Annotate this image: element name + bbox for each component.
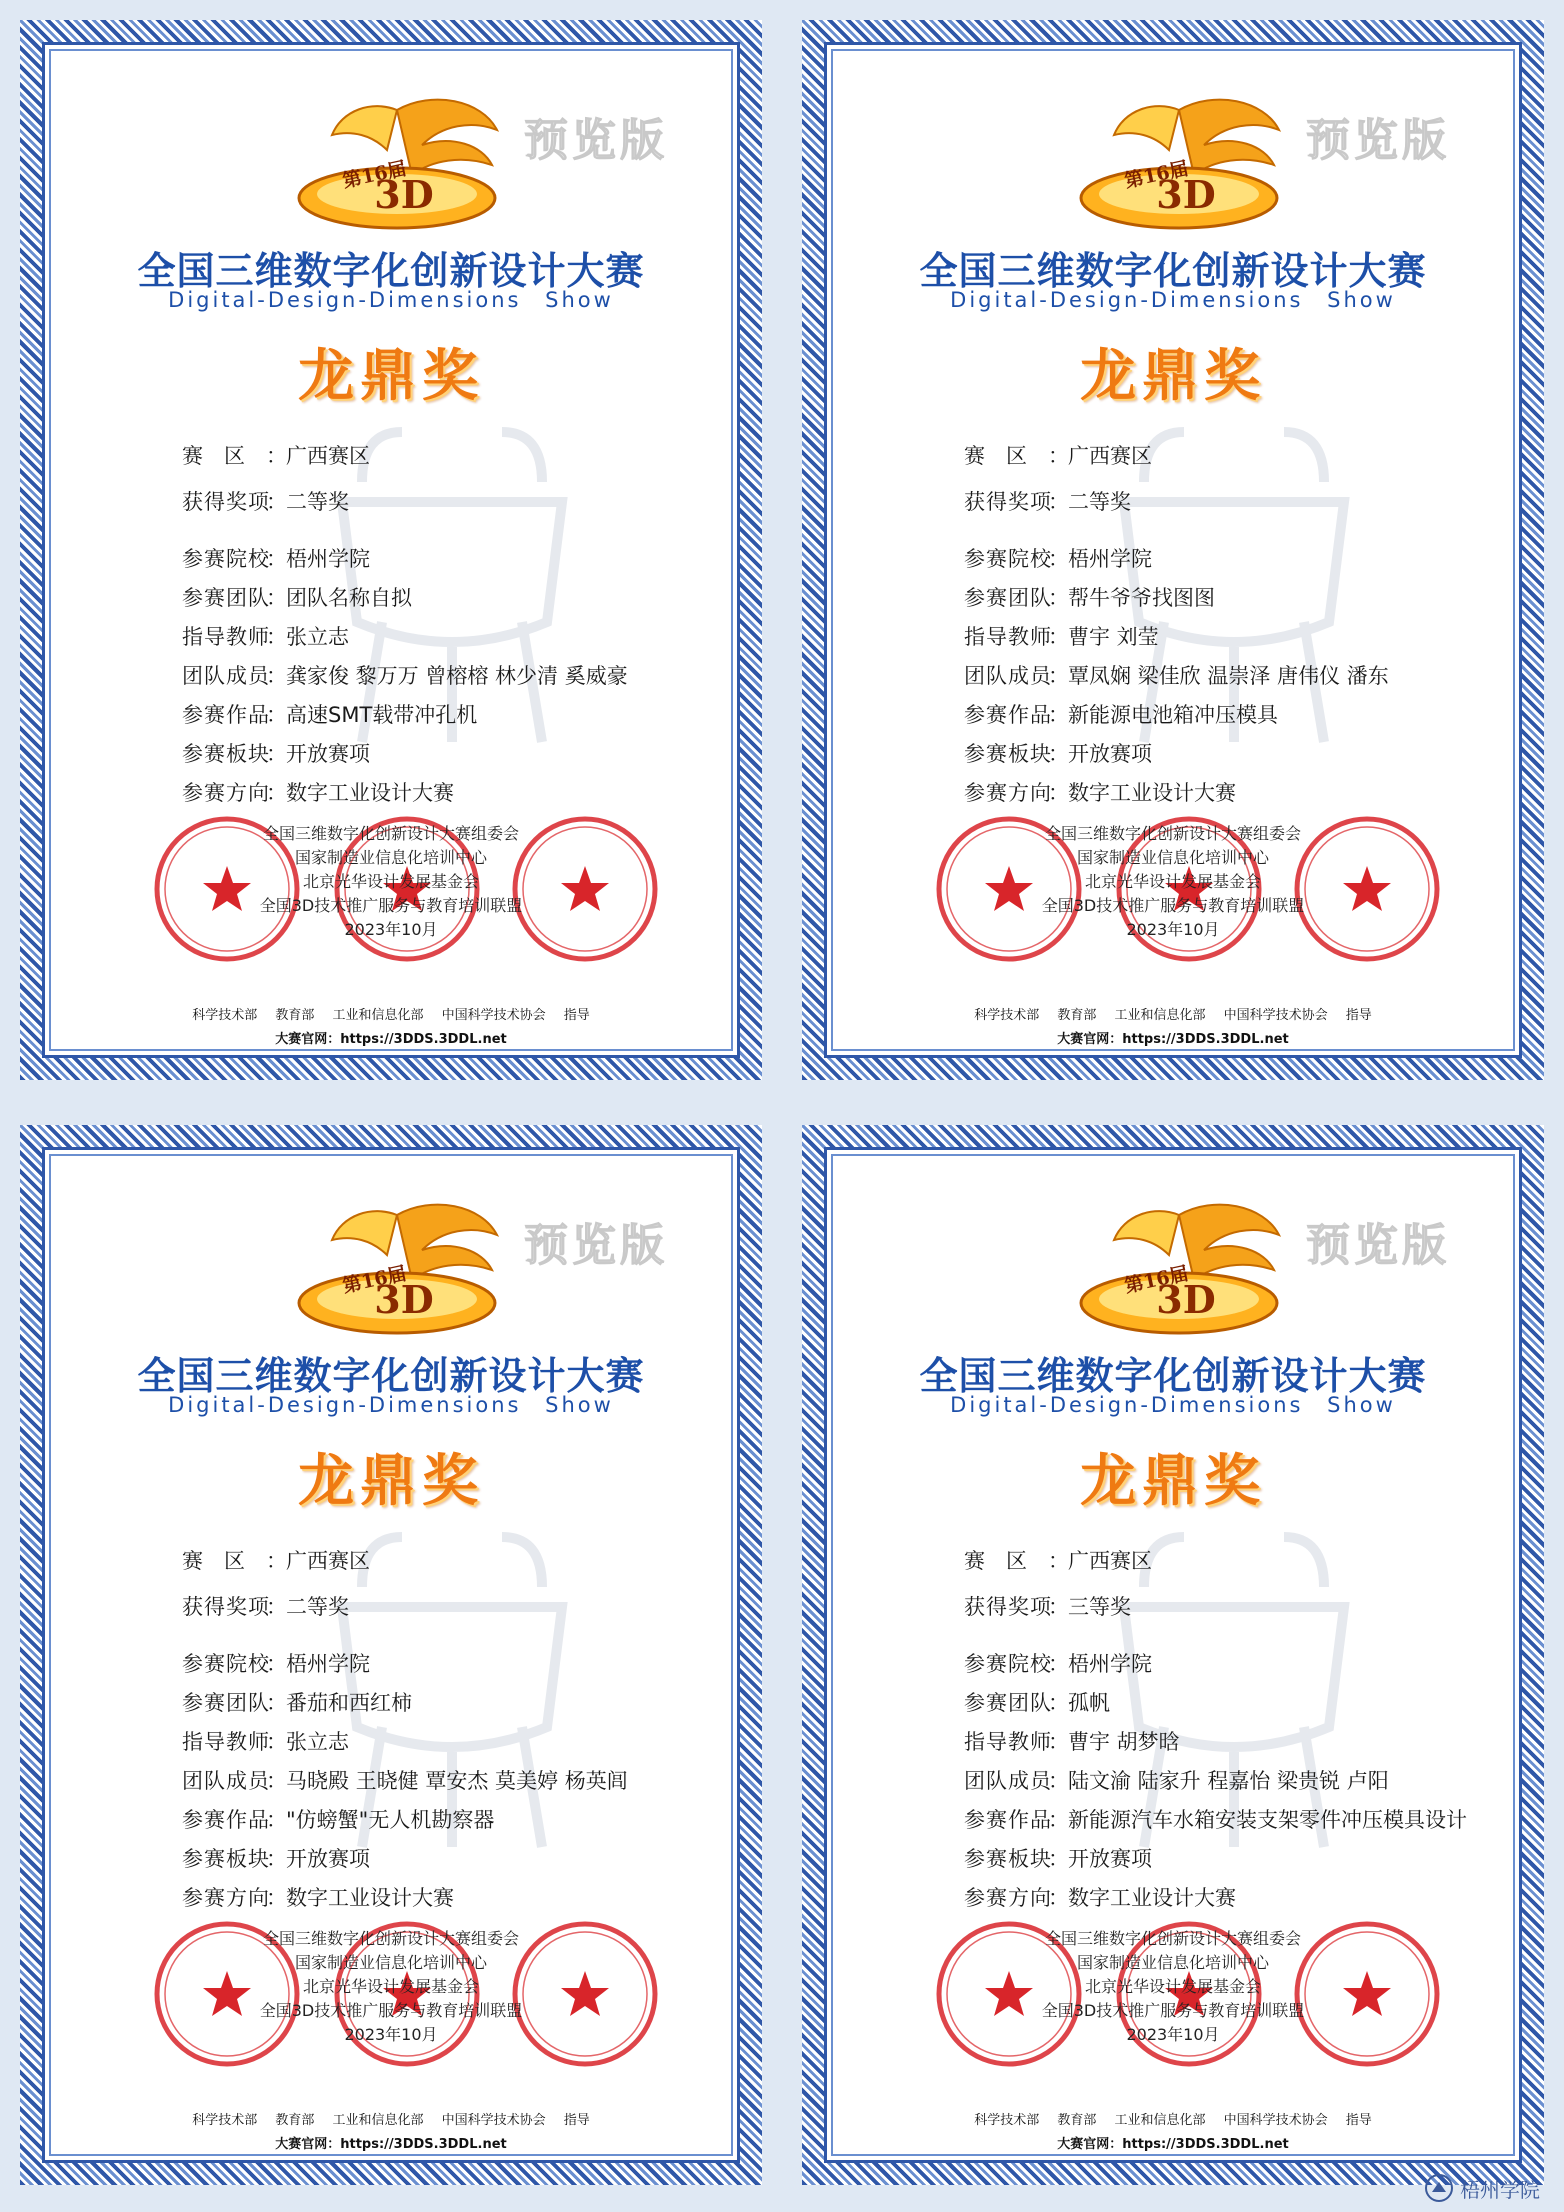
university-corner-text: 梧州学院 — [1460, 2177, 1540, 2202]
field-value: 张立志 — [286, 625, 349, 649]
field-region: 赛 区 ：广西赛区 — [964, 1545, 1152, 1575]
competition-title-en: Digital-Design-Dimensions Show — [168, 1393, 614, 1417]
field-label: 指导教师 — [964, 625, 1052, 649]
field-value: 数字工业设计大赛 — [1068, 1886, 1236, 1910]
field-value: 开放赛项 — [286, 742, 370, 766]
official-website: 大赛官网：https://3DDS.3DDL.net — [1057, 2137, 1289, 2152]
field-value: 马晓殿 王晓健 覃安杰 莫美婷 杨英闾 — [286, 1769, 628, 1793]
field-value: 陆文渝 陆家升 程嘉怡 梁贵锐 卢阳 — [1068, 1769, 1389, 1793]
field-label: 参赛团队 — [964, 1691, 1052, 1715]
official-website: 大赛官网：https://3DDS.3DDL.net — [275, 2137, 507, 2152]
field-value: 广西赛区 — [1068, 444, 1152, 468]
field-label: 参赛院校 — [182, 547, 270, 571]
field-teacher: 指导教师：张立志 — [182, 621, 349, 651]
issue-date: 2023年10月 — [344, 920, 438, 939]
field-school: 参赛院校：梧州学院 — [182, 543, 370, 573]
competition-title: 全国三维数字化创新设计大赛 — [919, 1354, 1427, 1398]
field-value: 数字工业设计大赛 — [1068, 781, 1236, 805]
field-label: 参赛团队 — [964, 586, 1052, 610]
issue-date: 2023年10月 — [344, 2025, 438, 2044]
organizer-line: 全国三维数字化创新设计大赛组委会 — [1044, 824, 1301, 843]
certificate-2 — [802, 20, 1544, 1080]
field-label: 参赛方向 — [964, 781, 1052, 805]
svg-text:3D: 3D — [1156, 172, 1216, 217]
field-prize: 获得奖项：二等奖 — [182, 1591, 349, 1621]
guiding-ministries: 科学技术部 教育部 工业和信息化部 中国科学技术协会 指导 — [974, 2113, 1372, 2128]
field-value: 番茄和西红柿 — [286, 1691, 412, 1715]
field-label: 团队成员 — [964, 664, 1052, 688]
competition-title-en: Digital-Design-Dimensions Show — [950, 288, 1396, 312]
field-members: 团队成员：马晓殿 王晓健 覃安杰 莫美婷 杨英闾 — [182, 1765, 628, 1795]
field-value: 二等奖 — [1068, 490, 1131, 514]
field-label: 参赛院校 — [182, 1652, 270, 1676]
certificate-1 — [20, 20, 762, 1080]
field-prize: 获得奖项：二等奖 — [182, 486, 349, 516]
field-label: 指导教师 — [182, 1730, 270, 1754]
field-value: 开放赛项 — [1068, 1847, 1152, 1871]
field-value: 数字工业设计大赛 — [286, 781, 454, 805]
field-label: 参赛院校 — [964, 1652, 1052, 1676]
edition-label: 第16届 — [1122, 1262, 1191, 1298]
organizer-line: 北京光华设计发展基金会 — [1084, 872, 1261, 891]
field-label: 指导教师 — [182, 625, 270, 649]
organizer-lines — [824, 1927, 1522, 2047]
organizer-line: 北京光华设计发展基金会 — [302, 872, 479, 891]
field-value: 广西赛区 — [286, 1549, 370, 1573]
university-corner-logo — [1424, 2170, 1554, 2206]
organizer-line: 国家制造业信息化培训中心 — [294, 848, 487, 867]
certificate-3 — [20, 1125, 762, 2185]
field-label: 参赛方向 — [964, 1886, 1052, 1910]
field-value: 梧州学院 — [286, 547, 370, 571]
field-sector: 参赛板块：开放赛项 — [182, 1843, 370, 1873]
field-members: 团队成员：陆文渝 陆家升 程嘉怡 梁贵锐 卢阳 — [964, 1765, 1389, 1795]
organizer-line: 北京光华设计发展基金会 — [1084, 1977, 1261, 1996]
guiding-ministries: 科学技术部 教育部 工业和信息化部 中国科学技术协会 指导 — [974, 1008, 1372, 1023]
field-value: "仿螃蟹"无人机勘察器 — [286, 1808, 495, 1832]
field-team: 参赛团队：孤帆 — [964, 1687, 1110, 1717]
field-value: 二等奖 — [286, 490, 349, 514]
field-label: 参赛板块 — [182, 742, 270, 766]
field-value: 开放赛项 — [1068, 742, 1152, 766]
guiding-ministries: 科学技术部 教育部 工业和信息化部 中国科学技术协会 指导 — [192, 2113, 590, 2128]
award-name: 龙鼎奖 — [298, 343, 484, 409]
field-value: 新能源汽车水箱安装支架零件冲压模具设计 — [1068, 1808, 1467, 1832]
field-value: 广西赛区 — [1068, 1549, 1152, 1573]
field-sector: 参赛板块：开放赛项 — [964, 1843, 1152, 1873]
field-region: 赛 区 ：广西赛区 — [182, 1545, 370, 1575]
field-direction: 参赛方向：数字工业设计大赛 — [182, 777, 454, 807]
organizer-line: 全国3D技术推广服务与教育培训联盟 — [1041, 896, 1305, 915]
field-label: 参赛作品 — [182, 1808, 270, 1832]
field-direction: 参赛方向：数字工业设计大赛 — [964, 1882, 1236, 1912]
field-value: 帮牛爷爷找图图 — [1068, 586, 1215, 610]
field-sector: 参赛板块：开放赛项 — [182, 738, 370, 768]
award-name: 龙鼎奖 — [1080, 343, 1266, 409]
field-value: 梧州学院 — [1068, 547, 1152, 571]
field-value: 曹宇 刘莹 — [1068, 625, 1159, 649]
organizer-line: 全国三维数字化创新设计大赛组委会 — [262, 1929, 519, 1948]
field-work: 参赛作品：高速SMT载带冲孔机 — [182, 699, 477, 729]
field-direction: 参赛方向：数字工业设计大赛 — [182, 1882, 454, 1912]
organizer-line: 全国3D技术推广服务与教育培训联盟 — [259, 896, 523, 915]
field-value: 龚家俊 黎万万 曾榕榕 林少清 奚威豪 — [286, 664, 628, 688]
preview-watermark: 预览版 — [1306, 115, 1450, 166]
organizer-lines — [42, 1927, 740, 2047]
organizer-lines — [824, 822, 1522, 942]
field-label: 获得奖项 — [182, 490, 270, 514]
field-label: 参赛团队 — [182, 1691, 270, 1715]
organizer-line: 国家制造业信息化培训中心 — [1076, 848, 1269, 867]
field-label: 团队成员 — [182, 664, 270, 688]
field-school: 参赛院校：梧州学院 — [964, 1648, 1152, 1678]
field-label: 获得奖项 — [964, 1595, 1052, 1619]
edition-label: 第16届 — [340, 1262, 409, 1298]
field-school: 参赛院校：梧州学院 — [182, 1648, 370, 1678]
preview-watermark: 预览版 — [524, 115, 668, 166]
field-value: 广西赛区 — [286, 444, 370, 468]
field-value: 曹宇 胡梦晗 — [1068, 1730, 1180, 1754]
field-value: 梧州学院 — [286, 1652, 370, 1676]
organizer-lines — [42, 822, 740, 942]
competition-title: 全国三维数字化创新设计大赛 — [137, 1354, 645, 1398]
field-region: 赛 区 ：广西赛区 — [182, 440, 370, 470]
field-team: 参赛团队：团队名称自拟 — [182, 582, 412, 612]
field-teacher: 指导教师：曹宇 胡梦晗 — [964, 1726, 1180, 1756]
field-value: 数字工业设计大赛 — [286, 1886, 454, 1910]
field-members: 团队成员：覃凤娴 梁佳欣 温崇泽 唐伟仪 潘东 — [964, 660, 1389, 690]
field-school: 参赛院校：梧州学院 — [964, 543, 1152, 573]
field-label: 赛 区 — [182, 444, 245, 468]
preview-watermark: 预览版 — [524, 1220, 668, 1271]
svg-text:3D: 3D — [1156, 1277, 1216, 1322]
field-members: 团队成员：龚家俊 黎万万 曾榕榕 林少清 奚威豪 — [182, 660, 628, 690]
field-team: 参赛团队：帮牛爷爷找图图 — [964, 582, 1215, 612]
field-label: 获得奖项 — [182, 1595, 270, 1619]
field-region: 赛 区 ：广西赛区 — [964, 440, 1152, 470]
field-value: 覃凤娴 梁佳欣 温崇泽 唐伟仪 潘东 — [1068, 664, 1389, 688]
field-teacher: 指导教师：张立志 — [182, 1726, 349, 1756]
field-value: 三等奖 — [1068, 1595, 1131, 1619]
issue-date: 2023年10月 — [1126, 920, 1220, 939]
edition-label: 第16届 — [1122, 157, 1191, 193]
certificate-body — [42, 1147, 740, 2163]
field-label: 参赛方向 — [182, 781, 270, 805]
organizer-line: 全国3D技术推广服务与教育培训联盟 — [1041, 2001, 1305, 2020]
field-value: 团队名称自拟 — [286, 586, 412, 610]
field-label: 参赛作品 — [964, 703, 1052, 727]
university-emblem-icon — [1424, 2173, 1454, 2203]
official-website: 大赛官网：https://3DDS.3DDL.net — [1057, 1032, 1289, 1047]
field-direction: 参赛方向：数字工业设计大赛 — [964, 777, 1236, 807]
field-label: 团队成员 — [182, 1769, 270, 1793]
organizer-line: 全国三维数字化创新设计大赛组委会 — [1044, 1929, 1301, 1948]
official-website: 大赛官网：https://3DDS.3DDL.net — [275, 1032, 507, 1047]
field-value: 高速SMT载带冲孔机 — [286, 703, 478, 727]
certificate-body — [824, 42, 1522, 1058]
field-work: 参赛作品："仿螃蟹"无人机勘察器 — [182, 1804, 494, 1834]
svg-text:3D: 3D — [374, 172, 434, 217]
field-value: 二等奖 — [286, 1595, 349, 1619]
field-label: 参赛团队 — [182, 586, 270, 610]
organizer-line: 国家制造业信息化培训中心 — [1076, 1953, 1269, 1972]
field-teacher: 指导教师：曹宇 刘莹 — [964, 621, 1159, 651]
field-sector: 参赛板块：开放赛项 — [964, 738, 1152, 768]
certificate-body — [824, 1147, 1522, 2163]
competition-title-en: Digital-Design-Dimensions Show — [168, 288, 614, 312]
field-label: 参赛板块 — [964, 1847, 1052, 1871]
issue-date: 2023年10月 — [1126, 2025, 1220, 2044]
field-label: 获得奖项 — [964, 490, 1052, 514]
organizer-line: 全国三维数字化创新设计大赛组委会 — [262, 824, 519, 843]
competition-title-en: Digital-Design-Dimensions Show — [950, 1393, 1396, 1417]
guiding-ministries: 科学技术部 教育部 工业和信息化部 中国科学技术协会 指导 — [192, 1008, 590, 1023]
field-prize: 获得奖项：三等奖 — [964, 1591, 1131, 1621]
competition-title: 全国三维数字化创新设计大赛 — [919, 249, 1427, 293]
field-label: 参赛板块 — [964, 742, 1052, 766]
field-label: 赛 区 — [182, 1549, 245, 1573]
field-work: 参赛作品：新能源汽车水箱安装支架零件冲压模具设计 — [964, 1804, 1467, 1834]
certificate-4 — [802, 1125, 1544, 2185]
field-prize: 获得奖项：二等奖 — [964, 486, 1131, 516]
field-value: 新能源电池箱冲压模具 — [1068, 703, 1278, 727]
field-label: 参赛作品 — [964, 1808, 1052, 1832]
field-label: 指导教师 — [964, 1730, 1052, 1754]
field-work: 参赛作品：新能源电池箱冲压模具 — [964, 699, 1278, 729]
competition-title: 全国三维数字化创新设计大赛 — [137, 249, 645, 293]
award-name: 龙鼎奖 — [298, 1448, 484, 1514]
organizer-line: 北京光华设计发展基金会 — [302, 1977, 479, 1996]
organizer-line: 国家制造业信息化培训中心 — [294, 1953, 487, 1972]
field-value: 开放赛项 — [286, 1847, 370, 1871]
field-label: 团队成员 — [964, 1769, 1052, 1793]
award-name: 龙鼎奖 — [1080, 1448, 1266, 1514]
field-label: 参赛板块 — [182, 1847, 270, 1871]
field-value: 梧州学院 — [1068, 1652, 1152, 1676]
field-label: 参赛院校 — [964, 547, 1052, 571]
field-value: 孤帆 — [1068, 1691, 1110, 1715]
edition-label: 第16届 — [340, 157, 409, 193]
organizer-line: 全国3D技术推广服务与教育培训联盟 — [259, 2001, 523, 2020]
certificate-body — [42, 42, 740, 1058]
field-label: 参赛作品 — [182, 703, 270, 727]
svg-text:3D: 3D — [374, 1277, 434, 1322]
field-label: 赛 区 — [964, 444, 1027, 468]
preview-watermark: 预览版 — [1306, 1220, 1450, 1271]
field-label: 赛 区 — [964, 1549, 1027, 1573]
field-value: 张立志 — [286, 1730, 349, 1754]
field-label: 参赛方向 — [182, 1886, 270, 1910]
field-team: 参赛团队：番茄和西红柿 — [182, 1687, 412, 1717]
